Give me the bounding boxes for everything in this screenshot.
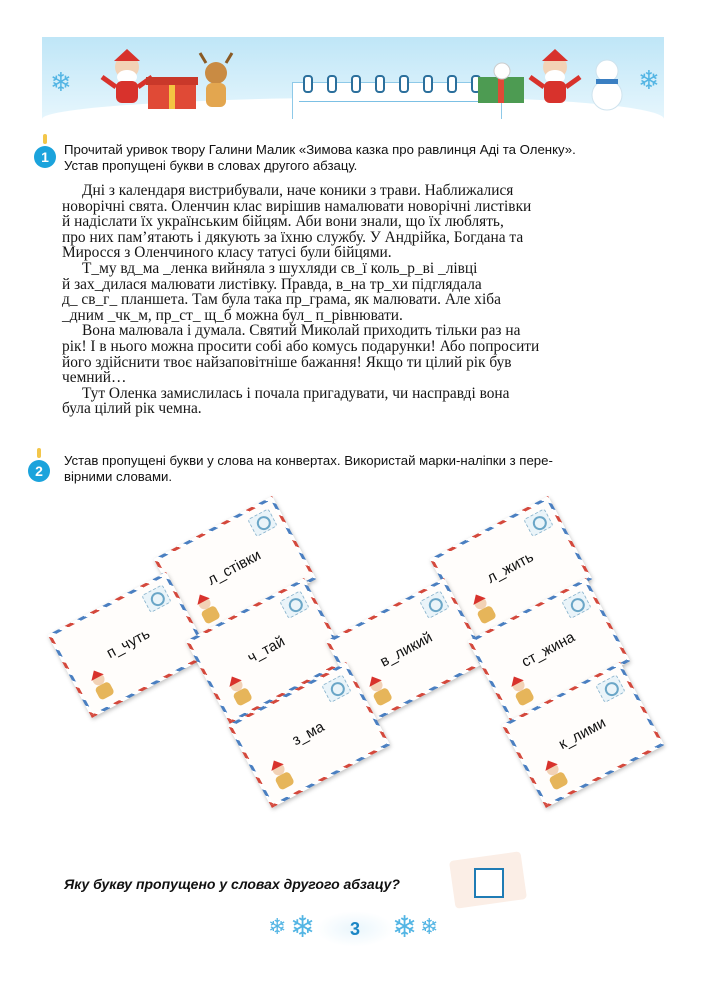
snowflake-icon: ❄ bbox=[290, 911, 316, 944]
snowman-icon bbox=[582, 55, 632, 113]
stamp-icon bbox=[279, 590, 310, 619]
story-line: Тут Оленка замислилась і почала пригадувати, чи насправді вона bbox=[82, 384, 510, 402]
story-line: була цілий рік чемна. bbox=[62, 400, 202, 418]
envelope-word: ст_жина bbox=[518, 628, 578, 671]
envelope-word: ч_тай bbox=[244, 632, 288, 667]
stamp-icon bbox=[561, 590, 592, 619]
envelope-word: к_лими bbox=[555, 714, 609, 754]
task1-instruction-line2: Устав пропущені букви в словах другого абзацу. bbox=[64, 158, 358, 173]
stamp-icon bbox=[247, 508, 278, 537]
task2-instruction-line2: вірними словами. bbox=[64, 469, 173, 484]
answer-box[interactable] bbox=[474, 868, 504, 898]
stamp-icon bbox=[321, 674, 352, 703]
story-paragraph-4 bbox=[62, 386, 666, 417]
task2-instruction-line1: Устав пропущені букви у слова на конвертах. Використай марки-наліпки з пере- bbox=[64, 453, 553, 468]
story-line: новорічні свята. Оленчин клас вирішив намалювати новорічні листівки bbox=[62, 197, 532, 215]
envelope-word: з_ма bbox=[289, 718, 328, 750]
envelope-word: л_стівки bbox=[204, 546, 264, 589]
deer-icon bbox=[190, 51, 242, 113]
story-line: його здійснити твоє найзаповітніше бажання! Якщо ти цілий рік був bbox=[62, 353, 512, 371]
stamp-icon bbox=[419, 590, 450, 619]
story-paragraph-2 bbox=[62, 261, 666, 323]
snowflake-icon: ❄ bbox=[50, 67, 72, 97]
santa-right-icon bbox=[520, 49, 590, 113]
stamp-icon bbox=[141, 584, 172, 613]
story-line: про них пам’ятають і дякують за їхню службу. У Андрійка, Богдана та bbox=[62, 228, 524, 246]
task2-instruction bbox=[64, 453, 553, 485]
task1-instruction-line1: Прочитай уривок твору Галини Малик «Зимова казка про равлинця Аді та Оленку». bbox=[64, 142, 576, 157]
story-paragraph-3 bbox=[62, 323, 666, 385]
envelope-word: п_чуть bbox=[103, 625, 153, 663]
task-number-1: 1 bbox=[34, 146, 56, 168]
snowflake-icon: ❄ bbox=[420, 914, 439, 939]
story-line: Вона малювала і думала. Святий Миколай приходить тільки раз на bbox=[82, 322, 521, 340]
story-line: й зах_дилася малювати листівку. Правда, в_на тр_хи підглядала bbox=[62, 275, 482, 293]
notepad-graphic bbox=[292, 82, 502, 119]
story-line: й надіслати їх українським бійцям. Аби вони знали, що їх люблять, bbox=[62, 213, 504, 231]
story-line: Миросся з Оленчиного класу татусі були бійцями. bbox=[62, 244, 392, 262]
story-line: д_ св_г_ планшета. Там була така пр_грама, як малювати. Але хіба bbox=[62, 291, 501, 309]
stamp-icon bbox=[523, 508, 554, 537]
header-banner bbox=[42, 37, 664, 119]
task-number-2: 2 bbox=[28, 460, 50, 482]
story-paragraph-1 bbox=[62, 183, 666, 261]
story-line: рік! І в нього можна просити собі або комусь подарунки! Або попросити bbox=[62, 337, 540, 355]
snowflake-icon: ❄ bbox=[392, 911, 418, 944]
snowflake-icon: ❄ bbox=[638, 65, 660, 95]
story-line: Т_му вд_ма _ленка вийняла з шухляди св_ї коль_р_ві _лівці bbox=[82, 259, 478, 277]
story-line: чемний… bbox=[62, 369, 127, 387]
story-line: Дні з календаря вистрибували, наче коники з трави. Наближалися bbox=[82, 182, 514, 199]
task1-instruction bbox=[64, 142, 576, 174]
story-line: _дним _чк_м, пр_ст_ щ_б можна бул_ п_рівнювати. bbox=[62, 306, 403, 324]
page-number: 3 bbox=[349, 919, 360, 939]
envelope-word: л_жить bbox=[484, 548, 537, 587]
story-text bbox=[62, 183, 666, 417]
final-question: Яку букву пропущено у словах другого абзацу? bbox=[64, 876, 400, 892]
stamp-icon bbox=[595, 674, 626, 703]
envelope-word: в_ликий bbox=[377, 628, 436, 671]
snowflake-icon: ❄ bbox=[268, 914, 287, 939]
